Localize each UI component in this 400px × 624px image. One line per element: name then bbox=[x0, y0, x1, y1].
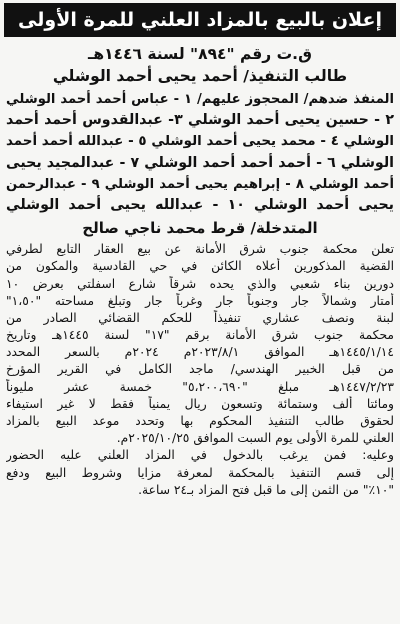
body-line: لحقوق طالب التنفيذ المحكوم بها وتحدد موعد البيع بالمزاد bbox=[6, 414, 394, 428]
body-line: القضية المذكورين أعلاه الكائن في حي القادسية والمكون من bbox=[6, 259, 394, 274]
body-line: إلى قسم التنفيذ بالمحكمة لمعرفة مزايا وشروط البيع ودفع bbox=[6, 465, 394, 480]
notice-banner-title: إعلان بالبيع بالمزاد العلني للمرة الأولى bbox=[4, 3, 396, 37]
defendants-line: أحمد الوشلي ٨ - إبراهيم يحيى أحمد الوشلي ٩ - عبدالرحمن bbox=[6, 176, 394, 192]
body-line: من قبل الخبير الهندسي/ ماجد الكامل في القرير المؤرخ bbox=[6, 362, 394, 377]
defendants-line: يحيى أحمد الوشلي ١٠ - عبدالله يحيى أحمد الوشلي bbox=[6, 196, 394, 213]
defendants-line: الوشلي ٤ - محمد يحيى أحمد الوشلي ٥ - عبدالله أحمد أحمد bbox=[6, 134, 394, 150]
notice-body bbox=[6, 241, 394, 499]
defendants-line: المنفذ ضدهم/ المحجوز عليهم/ ١ - عباس أحمد أحمد الوشلي bbox=[6, 92, 394, 107]
body-line: محكمة جنوب شرق الأمانة برقم "١٧" لسنة ١٤٤٥هـ وتاريخ bbox=[6, 328, 394, 343]
defendants-block bbox=[6, 89, 394, 216]
defendants-line: الوشلي ٦ - أحمد أحمد أحمد الوشلي ٧ - عبدالمجيد يحيى bbox=[6, 154, 394, 171]
case-number: ق.ت رقم "٨٩٤" لسنة ١٤٤٦هـ bbox=[88, 45, 312, 63]
defendants-line: ٢ - حسين يحيى أحمد الوشلي ٣- عبدالقدوس أحمد أحمد bbox=[6, 112, 394, 129]
intervener-line: المتدخلة/ قرط محمد ناجي صالح bbox=[82, 219, 318, 238]
applicant-line: طالب التنفيذ/ أحمد يحيى أحمد الوشلي bbox=[52, 67, 348, 85]
body-line: العلني للمرة الأولى يوم السبت الموافق ٢٠٢٥/١٠/٢٥م. bbox=[116, 431, 394, 446]
body-line: تعلن محكمة جنوب شرق الأمانة عن بيع العقار التابع لطرفي bbox=[6, 242, 394, 257]
body-line: أمتار وشمالاً جار وجنوباً جار وغرباً جار وتبلغ مساحته "١،٥٠" bbox=[6, 293, 394, 308]
body-line: دورين بناء شعبي والذي يحده شرقاً شارع اسفلتي بعرض ١٠ bbox=[6, 276, 394, 291]
body-line: وعليه: فمن يرغب بالدخول في المزاد العلني عليه الحضور bbox=[6, 448, 394, 463]
body-line: ١٤٤٧/٢/٢٣هـ مبلغ "٥،٢٠٠،٦٩٠" خمسة عشر مليوناً bbox=[6, 379, 394, 394]
body-line: ومائتا ألف وستمائة وتسعون ريال يمنياً فقط لا غير استيفاء bbox=[6, 396, 394, 411]
body-line: لبنة ونصف عشاري تنفيذاً للحكم القضائي الصادر من bbox=[6, 310, 394, 325]
body-line: ١٤٤٥/١/١٤هـ الموافق ٢٠٢٣/٨/١م ٢٠٢٤م بالسعر المحدد bbox=[6, 345, 394, 360]
body-line: "١٠٪" من الثمن إلى ما قبل فتح المزاد بـ٢٤ ساعة. bbox=[138, 482, 394, 497]
